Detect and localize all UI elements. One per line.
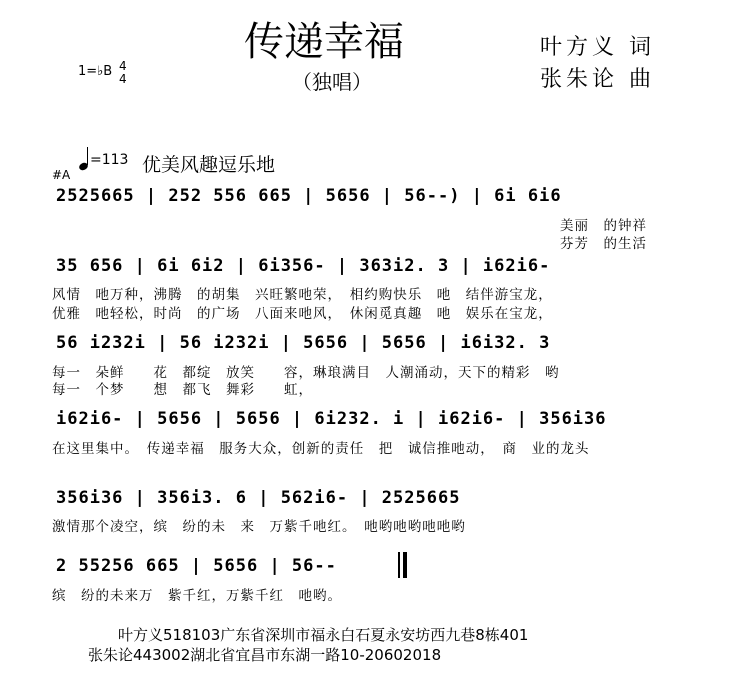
score-row-3-notes: 56 i232i | 56 i232i | 5656 | 5656 | i6i32. 3 [56, 333, 551, 353]
footer-lyricist-address: 叶方义518103广东省深圳市福永白石夏永安坊西九巷8栋401 [118, 626, 529, 644]
time-sig-bottom: 4 [119, 72, 127, 86]
score-row-1-lyric-1: 美丽 的钟祥 [560, 218, 647, 234]
final-barline-thin [398, 552, 400, 578]
score-row-5-notes: 356i36 | 356i3. 6 | 562i6- | 2525665 [56, 488, 461, 508]
time-signature [119, 60, 127, 86]
score-row-2-notes: 35 656 | 6i 6i2 | 6i356- | 363i2. 3 | i62i6- [56, 256, 551, 276]
tempo-bpm: =113 [90, 152, 129, 168]
key-signature: 1=♭B [78, 64, 113, 79]
score-row-1-notes: 2525665 | 252 556 665 | 5656 | 56--) | 6i 6i6 [56, 186, 562, 206]
score-row-2-lyric-2: 优雅 吔轻松，时尚 的广场 八面来吔风， 休闲觅真趣 吔 娱乐在宝龙， [52, 306, 553, 322]
quarter-note-stem [87, 147, 88, 165]
composer-credit: 张朱论 曲 [540, 67, 655, 92]
score-row-4-notes: i62i6- | 5656 | 5656 | 6i232. i | i62i6- | 356i36 [56, 409, 607, 429]
score-row-6-lyric: 缤 纷的未来万 紫千红，万紫千红 吔哟。 [52, 588, 342, 604]
score-row-5-lyric: 激情那个凌空，缤 纷的未 来 万紫千吔红。 吔哟吔哟吔吔哟 [52, 519, 466, 535]
lyricist-credit: 叶方义 词 [540, 35, 655, 60]
song-title: 传递幸福 [244, 19, 404, 65]
score-row-2-lyric-1: 风情 吔万种，沸腾 的胡集 兴旺繁吔荣， 相约购快乐 吔 结伴游宝龙， [52, 287, 553, 303]
footer-composer-address: 张朱论443002湖北省宜昌市东湖一路10-20602018 [88, 646, 442, 664]
score-row-3-lyric-2: 每一 个梦 想 都飞 舞彩 虹， [52, 382, 313, 398]
score-row-6-notes: 2 55256 665 | 5656 | 56-- [56, 556, 337, 576]
time-sig-top: 4 [119, 59, 127, 73]
song-subtitle: （独唱） [292, 70, 372, 94]
score-row-1-lyric-2: 芬芳 的生活 [560, 236, 647, 252]
score-row-4-lyric: 在这里集中。 传递幸福 服务大众，创新的责任 把 诚信推吔动， 商 业的龙头 [52, 441, 590, 457]
final-barline-thick [403, 552, 407, 578]
expression-mark: 优美风趣逗乐地 [142, 154, 276, 176]
section-marker: #A [52, 168, 71, 182]
score-row-3-lyric-1: 每一 朵鲜 花 都绽 放笑 容，琳琅满目 人潮涌动，天下的精彩 哟 [52, 365, 560, 381]
